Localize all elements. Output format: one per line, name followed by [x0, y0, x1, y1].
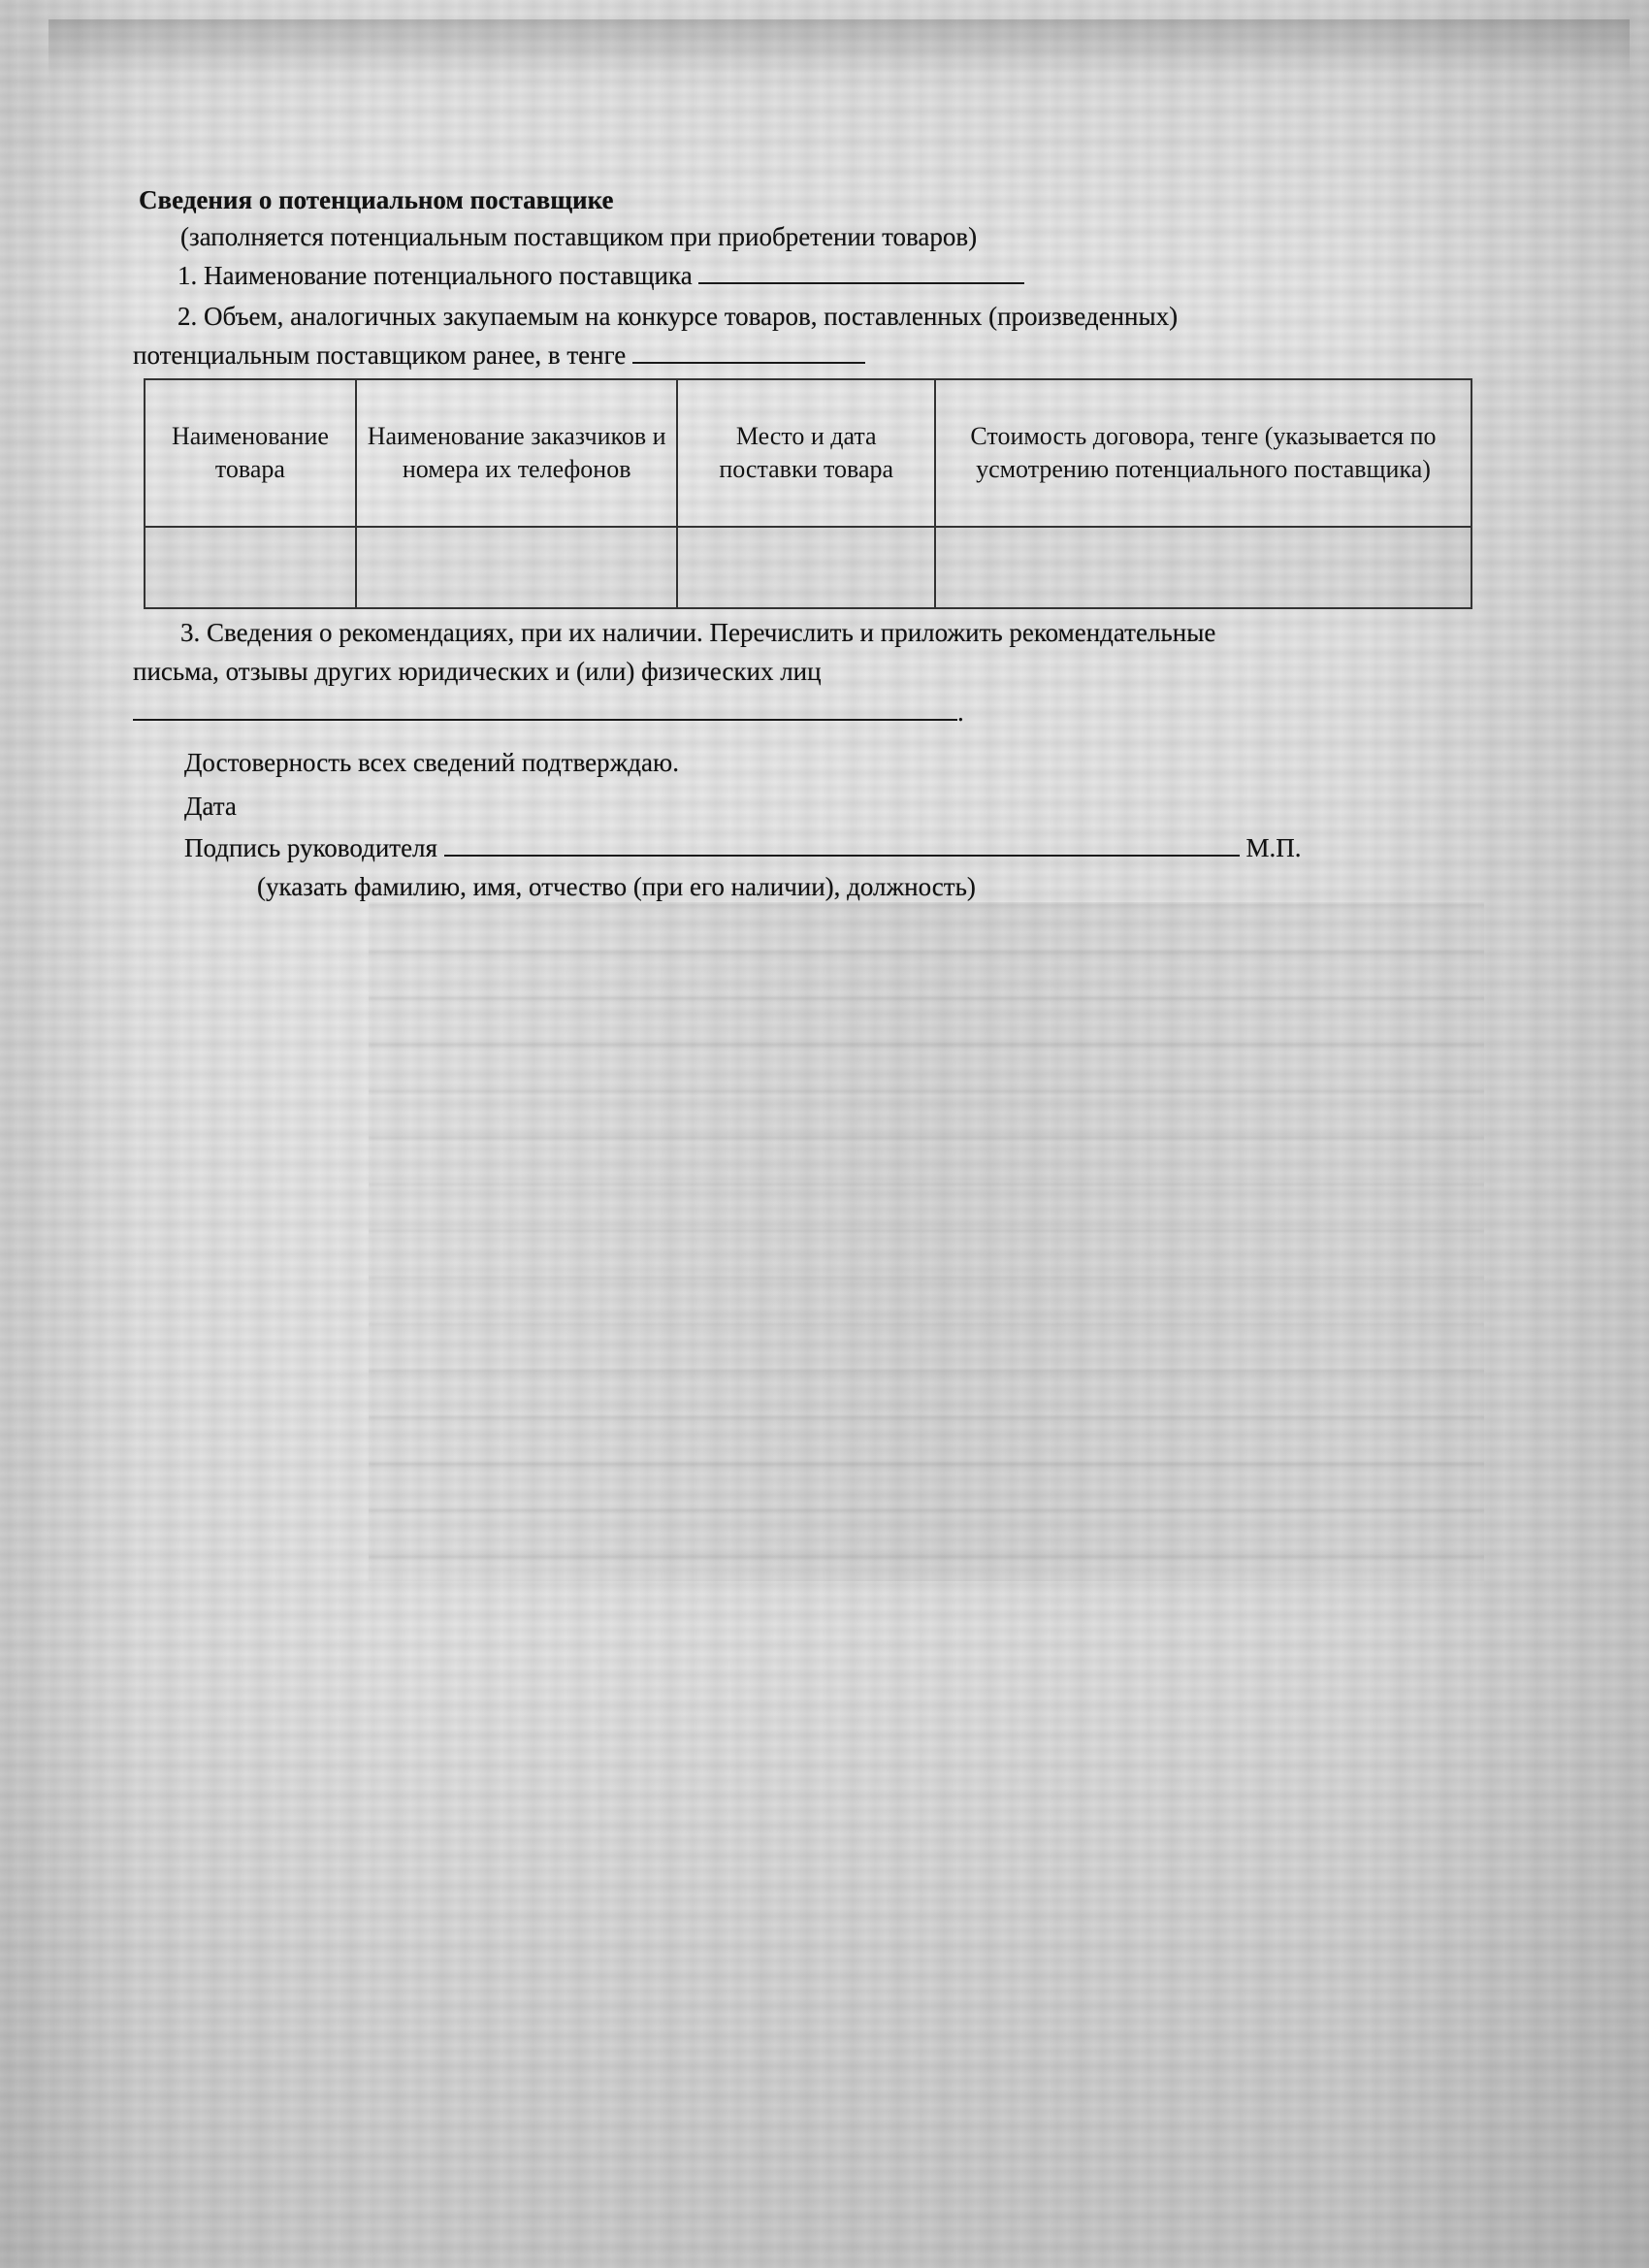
col-header-place-date: Место и дата поставки товара [677, 379, 935, 527]
form-subtitle: (заполняется потенциальным поставщиком при приобретении товаров) [180, 222, 978, 251]
table-header-row [145, 379, 1471, 527]
table-row [145, 527, 1471, 608]
date-label: Дата [184, 792, 237, 821]
bleed-through-area [369, 902, 1484, 1581]
cell-contract-cost[interactable] [935, 527, 1471, 608]
form-title: Сведения о потенциальном поставщике [139, 185, 614, 214]
signature-label: Подпись руководителя [184, 833, 437, 862]
cell-product-name[interactable] [145, 527, 356, 608]
item-3-line2: письма, отзывы других юридических и (или) физических лиц [133, 657, 822, 686]
item-1-label: 1. Наименование потенциального поставщика [178, 261, 693, 290]
cell-place-date[interactable] [677, 527, 935, 608]
cell-customers[interactable] [356, 527, 678, 608]
col-header-product-name: Наименование товара [145, 379, 356, 527]
scan-edge-shadow [48, 19, 1630, 78]
supply-history-table [144, 378, 1472, 609]
stamp-label: М.П. [1245, 833, 1302, 862]
col-header-customers: Наименование заказчиков и номера их телефонов [356, 379, 678, 527]
signature-field[interactable] [444, 833, 1240, 857]
item-2-row [133, 340, 865, 371]
signature-hint: (указать фамилию, имя, отчество (при его наличии), должность) [257, 872, 976, 901]
recommendations-field[interactable] [133, 697, 957, 721]
item-2-line1: 2. Объем, аналогичных закупаемым на конкурсе товаров, поставленных (произведенных) [178, 302, 1179, 331]
item-1-row [178, 260, 1024, 291]
supplier-name-field[interactable] [698, 261, 1024, 284]
col-header-contract-cost: Стоимость договора, тенге (указывается по усмотрению потенциального поставщика) [935, 379, 1471, 527]
item-3-line1: 3. Сведения о рекомендациях, при их наличии. Перечислить и приложить рекомендательные [180, 618, 1216, 647]
volume-field[interactable] [632, 340, 865, 364]
confirmation-text: Достоверность всех сведений подтверждаю. [184, 748, 679, 777]
signature-row [184, 832, 1301, 863]
item-2-label: потенциальным поставщиком ранее, в тенге [133, 340, 627, 370]
recommendations-row: . [133, 697, 964, 728]
